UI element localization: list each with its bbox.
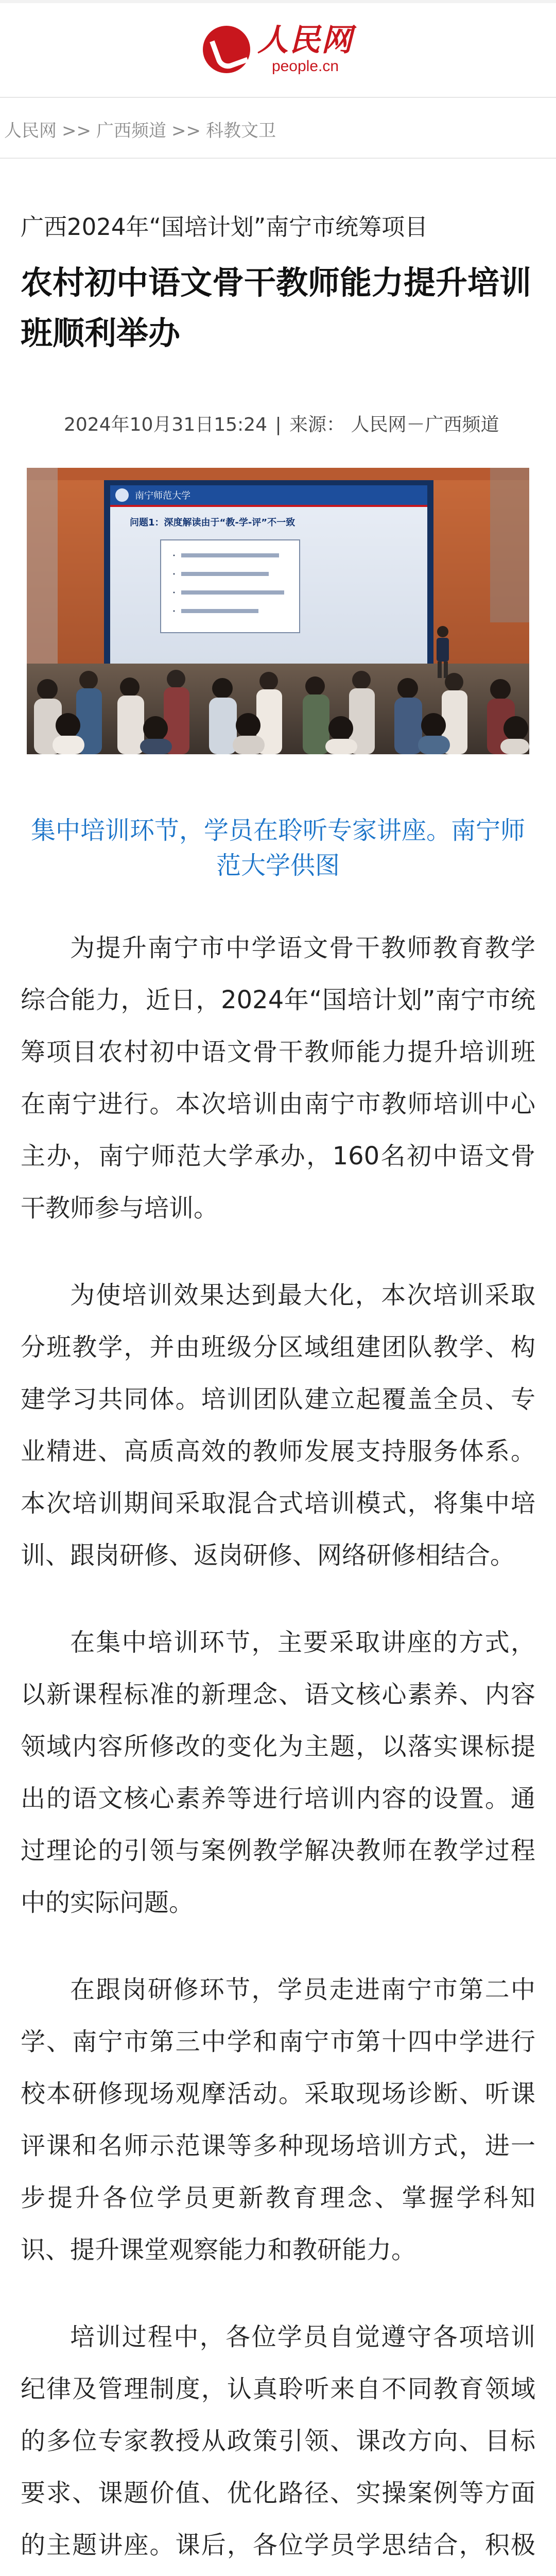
article-title: 农村初中语文骨干教师能力提升培训班顺利举办	[21, 264, 532, 352]
svg-text:・: ・	[170, 551, 179, 561]
breadcrumb-link-section[interactable]: 科教文卫	[205, 121, 276, 141]
breadcrumb-separator: >>	[171, 121, 201, 141]
photo-caption: 集中培训环节，学员在聆听专家讲座。南宁师范大学供图	[30, 816, 525, 880]
people-cn-logo[interactable]	[196, 19, 360, 80]
status-strip	[0, 0, 556, 3]
breadcrumb-link-guangxi[interactable]: 广西频道	[96, 121, 166, 141]
svg-text:・: ・	[170, 588, 179, 598]
article-paragraph: 培训过程中，各位学员自觉遵守各项培训纪律及管理制度，认真聆听来自不同教育领域的多位专家教授从政策引领、课改方向、目标要求、课题价值、优化路径、实操案例等方面的主题讲座。课后，各位学员学思结合，积极	[21, 2323, 535, 2560]
training-lecture-photo	[27, 468, 529, 754]
header-divider	[0, 97, 556, 98]
logo-name-en: people.cn	[271, 58, 339, 75]
svg-text:・: ・	[170, 606, 179, 616]
article-paragraph: 为使培训效果达到最大化，本次培训采取分班教学，并由班级分区域组建团队教学、构建学习共同体。培训团队建立起覆盖全员、专业精进、高质高效的教师发展支持服务体系。本次培训期间采取混合式培训模式，将集中培训、跟岗研修、返岗研修、网络研修相结合。	[21, 1281, 535, 1570]
article-paragraph: 为提升南宁市中学语文骨干教师教育教学综合能力，近日，2024年“国培计划”南宁市统筹项目农村初中语文骨干教师能力提升培训班在南宁进行。本次培训由南宁市教师培训中心主办，南宁师范大学承办，160名初中语文骨干教师参与培训。	[21, 934, 535, 1223]
breadcrumb-divider	[0, 158, 556, 159]
article-paragraph: 在跟岗研修环节，学员走进南宁市第二中学、南宁市第三中学和南宁市第十四中学进行校本研修现场观摩活动。采取现场诊断、听课评课和名师示范课等多种现场培训方式，进一步提升各位学员更新教育理念、掌握学科知识、提升课堂观察能力和教研能力。	[21, 1975, 535, 2264]
article-source[interactable]: 人民网－广西频道	[351, 414, 499, 435]
svg-text:・: ・	[170, 569, 179, 579]
breadcrumb	[4, 116, 276, 142]
logo-name-cn: 人民网	[257, 22, 353, 58]
logo-mark-icon	[203, 26, 250, 73]
article-kicker: 广西2024年“国培计划”南宁市统筹项目	[21, 213, 428, 241]
site-header	[0, 0, 556, 98]
article-photo	[27, 468, 529, 754]
photo-slide-title: 问题1：深度解读由于“教-学-评”不一致	[130, 517, 296, 528]
breadcrumb-link-people[interactable]: 人民网	[4, 121, 57, 141]
photo-slide-header: 南宁师范大学	[135, 490, 190, 501]
breadcrumb-separator: >>	[62, 121, 91, 141]
article-body	[21, 922, 535, 2576]
article-paragraph: 在集中培训环节，主要采取讲座的方式，以新课程标准的新理念、语文核心素养、内容领域内容所修改的变化为主题，以落实课标提出的语文核心素养等进行培训内容的设置。通过理论的引领与案例教学解决教师在教学过程中的实际问题。	[21, 1628, 535, 1917]
meta-separator: |	[275, 414, 282, 435]
article-meta	[64, 410, 499, 436]
article-source-label: 来源：	[289, 414, 345, 435]
article-datetime: 2024年10月31日15:24	[64, 414, 267, 435]
logo-text	[257, 22, 353, 75]
